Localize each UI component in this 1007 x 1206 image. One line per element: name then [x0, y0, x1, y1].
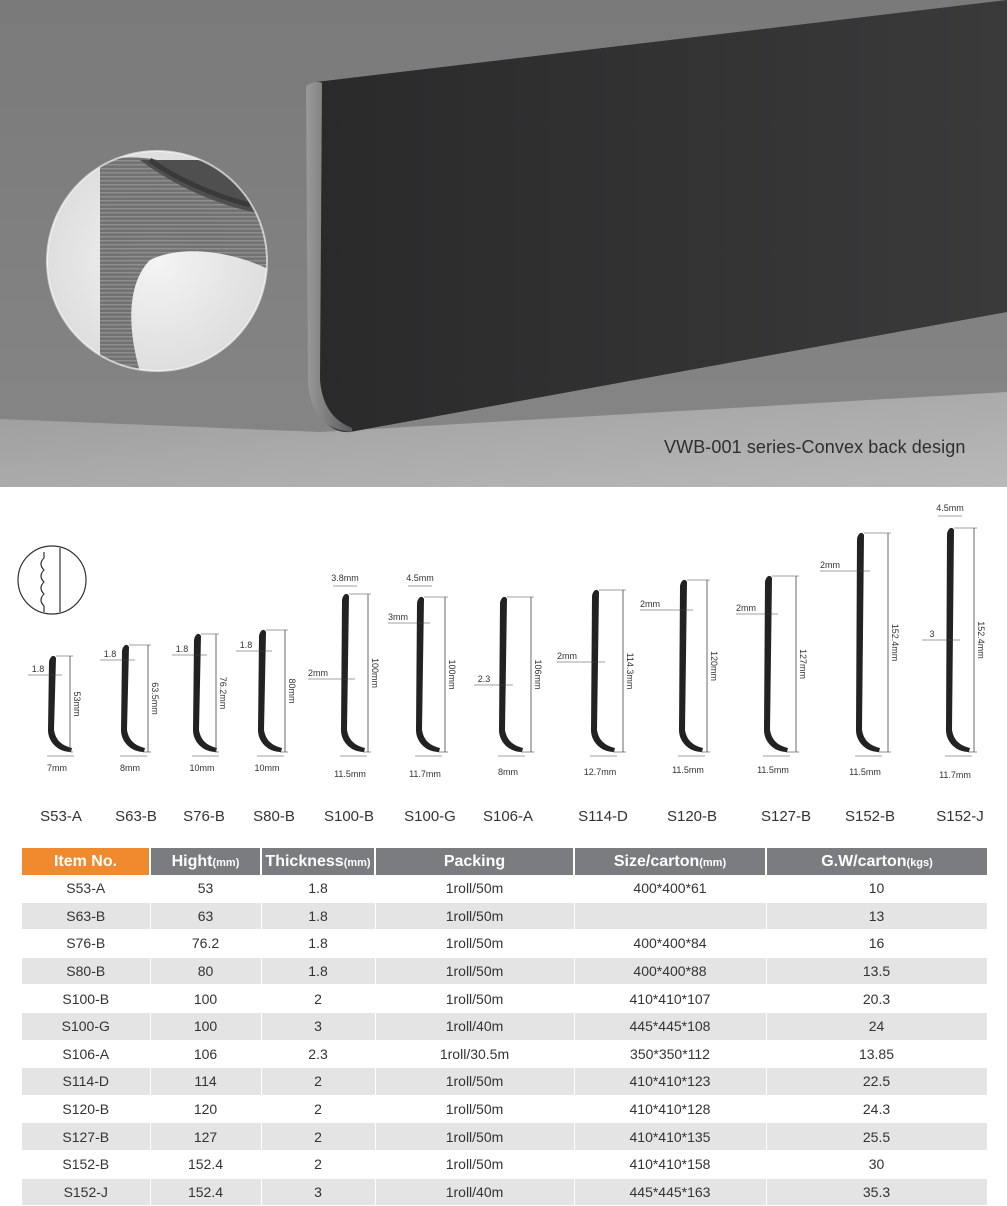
- profile-code-label: S106-A: [482, 808, 534, 825]
- cell-size-carton: 400*400*61: [574, 875, 766, 902]
- cell-thickness: 1.8: [261, 902, 375, 930]
- cell-item-no: S127-B: [22, 1123, 150, 1151]
- thickness-label: 3mm: [388, 612, 408, 622]
- cell-height: 80: [150, 957, 261, 985]
- width-label: 10mm: [254, 763, 280, 773]
- cell-thickness: 1.8: [261, 930, 375, 958]
- cell-size-carton: 410*410*123: [574, 1068, 766, 1096]
- top-width-label: 3.8mm: [331, 573, 359, 583]
- profile-S127-B: [736, 576, 808, 775]
- cell-thickness: 3: [261, 1012, 375, 1040]
- cell-size-carton: 410*410*135: [574, 1123, 766, 1151]
- profile-shape: [193, 634, 217, 752]
- height-label: 63.5mm: [150, 682, 160, 715]
- profile-code-label: S100-B: [323, 808, 375, 825]
- col-header-thickness: Thickness(mm): [261, 848, 375, 875]
- cell-item-no: S80-B: [22, 957, 150, 985]
- height-label: 152.4mm: [976, 621, 986, 659]
- cell-gw-carton: 10: [766, 875, 987, 902]
- cell-gw-carton: 22.5: [766, 1068, 987, 1096]
- cell-item-no: S76-B: [22, 930, 150, 958]
- cell-gw-carton: 30: [766, 1150, 987, 1178]
- cell-size-carton: [574, 902, 766, 930]
- thickness-label: 2mm: [308, 668, 328, 678]
- cell-thickness: 3: [261, 1178, 375, 1206]
- cell-item-no: S114-D: [22, 1068, 150, 1096]
- cell-item-no: S100-B: [22, 985, 150, 1013]
- profile-shape: [764, 576, 788, 752]
- profile-code-label: S63-B: [115, 808, 157, 825]
- cell-packing: 1roll/40m: [375, 1012, 574, 1040]
- cell-thickness: 2: [261, 1095, 375, 1123]
- cell-height: 100: [150, 1012, 261, 1040]
- cell-thickness: 2.3: [261, 1040, 375, 1068]
- cell-packing: 1roll/50m: [375, 1150, 574, 1178]
- profile-code-label: S152-J: [936, 808, 984, 825]
- cell-thickness: 2: [261, 1123, 375, 1151]
- table-row: [22, 1178, 987, 1206]
- cell-thickness: 2: [261, 985, 375, 1013]
- profile-code-label: S114-D: [578, 808, 628, 825]
- table-row: [22, 1150, 987, 1178]
- top-width-label: 4.5mm: [406, 573, 434, 583]
- cell-gw-carton: 13.85: [766, 1040, 987, 1068]
- cell-size-carton: 445*445*108: [574, 1012, 766, 1040]
- table-row: [22, 957, 987, 985]
- profile-detail-icon: [18, 546, 86, 614]
- profile-shape: [591, 590, 615, 752]
- cell-packing: 1roll/50m: [375, 1095, 574, 1123]
- cell-height: 100: [150, 985, 261, 1013]
- thickness-label: 2mm: [736, 603, 756, 613]
- profile-shape: [258, 630, 282, 752]
- thickness-label: 2.3: [477, 674, 491, 684]
- cell-packing: 1roll/50m: [375, 957, 574, 985]
- cell-item-no: S106-A: [22, 1040, 150, 1068]
- product-hero-image: [0, 0, 1007, 487]
- cell-item-no: S152-J: [22, 1178, 150, 1206]
- cell-size-carton: 445*445*163: [574, 1178, 766, 1206]
- table-row: [22, 875, 987, 902]
- height-label: 100mm: [370, 657, 380, 689]
- height-label: 114.3mm: [625, 652, 635, 690]
- width-label: 11.5mm: [849, 767, 881, 777]
- cell-height: 152.4: [150, 1150, 261, 1178]
- cell-height: 120: [150, 1095, 261, 1123]
- cell-item-no: S63-B: [22, 902, 150, 930]
- height-label: 80mm: [287, 678, 297, 704]
- height-label: 127mm: [798, 648, 808, 680]
- table-row: [22, 1123, 987, 1151]
- cell-gw-carton: 35.3: [766, 1178, 987, 1206]
- thickness-label: 1.8: [31, 664, 45, 674]
- cell-packing: 1roll/50m: [375, 930, 574, 958]
- profile-shape: [341, 594, 365, 752]
- profile-shape: [856, 533, 880, 752]
- cell-packing: 1roll/50m: [375, 1123, 574, 1151]
- cell-height: 76.2: [150, 930, 261, 958]
- profile-shape: [48, 656, 72, 752]
- cell-gw-carton: 13: [766, 902, 987, 930]
- col-header-packing: Packing: [375, 848, 574, 875]
- height-label: 152.4mm: [890, 623, 900, 662]
- profile-shape: [416, 597, 440, 752]
- cell-height: 114: [150, 1068, 261, 1096]
- profile-code-label: S127-B: [760, 808, 812, 825]
- cell-height: 127: [150, 1123, 261, 1151]
- profile-code-label: S100-G: [404, 808, 456, 825]
- width-label: 10mm: [189, 763, 215, 773]
- profile-S53-A: [28, 656, 82, 773]
- width-label: 8mm: [498, 767, 518, 777]
- cell-size-carton: 350*350*112: [574, 1040, 766, 1068]
- table-row: [22, 1095, 987, 1123]
- cell-height: 152.4: [150, 1178, 261, 1206]
- cell-height: 63: [150, 902, 261, 930]
- cell-packing: 1roll/50m: [375, 902, 574, 930]
- height-label: 100mm: [447, 659, 457, 690]
- table-row: [22, 1040, 987, 1068]
- col-header-item: Item No.: [22, 848, 150, 875]
- profile-S100-B: [308, 573, 380, 779]
- cell-gw-carton: 25.5: [766, 1123, 987, 1151]
- cell-thickness: 2: [261, 1150, 375, 1178]
- cell-size-carton: 410*410*128: [574, 1095, 766, 1123]
- height-label: 76.2mm: [218, 676, 228, 710]
- height-label: 53mm: [72, 691, 82, 717]
- cell-item-no: S53-A: [22, 875, 150, 902]
- width-label: 11.7mm: [939, 770, 971, 780]
- cell-size-carton: 410*410*158: [574, 1150, 766, 1178]
- cell-height: 106: [150, 1040, 261, 1068]
- profile-S152-B: [820, 533, 900, 777]
- cell-thickness: 1.8: [261, 957, 375, 985]
- cell-height: 53: [150, 875, 261, 902]
- thickness-label: 1.8: [175, 644, 189, 654]
- col-header-height: Hight(mm): [150, 848, 261, 875]
- width-label: 12.7mm: [583, 767, 617, 777]
- thickness-label: 1.8: [239, 640, 253, 650]
- spec-table: [22, 848, 988, 1206]
- profile-S114-D: [557, 590, 635, 777]
- cell-size-carton: 400*400*88: [574, 957, 766, 985]
- cell-gw-carton: 24: [766, 1012, 987, 1040]
- profile-S120-B: [640, 580, 719, 775]
- width-label: 11.5mm: [757, 765, 789, 775]
- profile-S80-B: [236, 630, 297, 773]
- cell-packing: 1roll/50m: [375, 985, 574, 1013]
- width-label: 8mm: [120, 763, 140, 773]
- width-label: 7mm: [47, 763, 67, 773]
- profile-S106-A: [474, 597, 543, 777]
- hero-caption: VWB-001 series-Convex back design: [664, 437, 966, 457]
- thickness-label: 3: [929, 629, 935, 639]
- width-label: 11.5mm: [334, 769, 366, 779]
- col-header-size: Size/carton(mm): [574, 848, 766, 875]
- table-row: [22, 1012, 987, 1040]
- profile-S76-B: [172, 634, 228, 773]
- cell-packing: 1roll/50m: [375, 1068, 574, 1096]
- table-row: [22, 1068, 987, 1096]
- cell-packing: 1roll/50m: [375, 875, 574, 902]
- cell-item-no: S100-G: [22, 1012, 150, 1040]
- profile-shape: [121, 645, 145, 752]
- width-label: 11.7mm: [409, 769, 441, 779]
- table-row: [22, 985, 987, 1013]
- width-label: 11.5mm: [672, 765, 704, 775]
- cell-item-no: S120-B: [22, 1095, 150, 1123]
- cell-gw-carton: 20.3: [766, 985, 987, 1013]
- thickness-label: 2mm: [557, 651, 577, 661]
- profile-code-label: S80-B: [253, 808, 295, 825]
- profile-shape: [499, 597, 523, 752]
- thickness-label: 2mm: [640, 599, 660, 609]
- cell-gw-carton: 13.5: [766, 957, 987, 985]
- profile-code-label: S152-B: [844, 808, 896, 825]
- thickness-label: 1.8: [103, 649, 117, 659]
- col-header-gw: G.W/carton(kgs): [766, 848, 987, 875]
- height-label: 106mm: [533, 659, 543, 690]
- top-width-label: 4.5mm: [936, 503, 964, 513]
- cell-packing: 1roll/30.5m: [375, 1040, 574, 1068]
- cell-item-no: S152-B: [22, 1150, 150, 1178]
- profile-drawings: [0, 490, 1007, 790]
- cell-gw-carton: 16: [766, 930, 987, 958]
- table-header: [22, 848, 987, 875]
- cell-size-carton: 410*410*107: [574, 985, 766, 1013]
- profile-S63-B: [100, 645, 160, 773]
- profile-S100-G: [388, 573, 457, 779]
- table-row: [22, 902, 987, 930]
- profile-S152-J: [922, 503, 986, 780]
- thickness-label: 2mm: [820, 560, 840, 570]
- cell-size-carton: 400*400*84: [574, 930, 766, 958]
- profile-shape: [679, 580, 703, 752]
- cell-thickness: 2: [261, 1068, 375, 1096]
- table-row: [22, 930, 987, 958]
- profile-code-label: S120-B: [666, 808, 718, 825]
- profile-code-label: S53-A: [40, 808, 82, 825]
- cell-packing: 1roll/40m: [375, 1178, 574, 1206]
- profile-code-label: S76-B: [183, 808, 225, 825]
- cell-thickness: 1.8: [261, 875, 375, 902]
- height-label: 120mm: [709, 650, 719, 682]
- cell-gw-carton: 24.3: [766, 1095, 987, 1123]
